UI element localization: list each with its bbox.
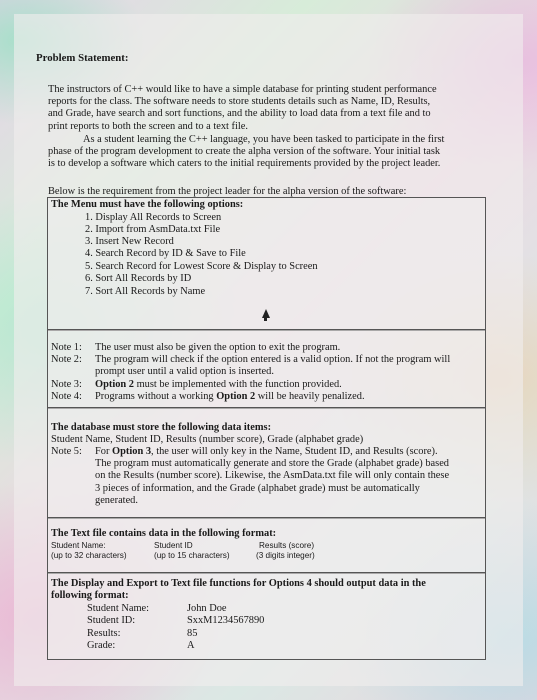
intro2-line-3: is to develop a software which caters to the initial requirements provided by the project leader. xyxy=(48,158,441,169)
intro-line-2: reports for the class. The software needs to store students details such as Name, ID, Results, xyxy=(48,96,431,107)
display-value-results: 85 xyxy=(187,628,198,639)
database-items: Student Name, Student ID, Results (number score), Grade (alphabet grade) xyxy=(51,434,364,445)
menu-item-6: 6. Sort All Records by ID xyxy=(85,273,192,284)
mouse-cursor-tail xyxy=(264,316,267,321)
textfile-col-name-sub: (up to 32 characters) xyxy=(51,551,127,560)
display-label-name: Student Name: xyxy=(87,603,150,614)
textfile-col-results: Results (score) xyxy=(259,541,315,550)
note5-line-4: 3 pieces of information, and the Grade (alphabet grade) must be automatically xyxy=(95,483,420,494)
display-value-id: SxxM1234567890 xyxy=(187,615,265,626)
intro2-line-2: phase of the program development to create the alpha version of the software. Your initial task xyxy=(48,146,441,157)
database-title: The database must store the following data items: xyxy=(51,422,272,433)
note3-rest: must be implemented with the function provided. xyxy=(133,379,342,390)
note2-line-1: The program will check if the option entered is a valid option. If not the program will xyxy=(95,354,451,365)
intro-line-4: print reports to both the screen and to a text file. xyxy=(48,121,248,132)
requirement-intro: Below is the requirement from the project leader for the alpha version of the software: xyxy=(48,186,407,197)
menu-item-2: 2. Import from AsmData.txt File xyxy=(85,224,221,235)
note2-label: Note 2: xyxy=(51,354,82,365)
display-value-name: John Doe xyxy=(187,603,227,614)
menu-item-7: 7. Sort All Records by Name xyxy=(85,286,206,297)
note1-text: The user must also be given the option to exit the program. xyxy=(95,342,341,353)
display-title-line-1: The Display and Export to Text file functions for Options 4 should output data in the xyxy=(51,578,426,589)
intro-line-3: and Grade, have search and sort functions, and the ability to load data from a text file and to xyxy=(48,108,431,119)
note4-label: Note 4: xyxy=(51,391,82,402)
intro-line-1: The instructors of C++ would like to have a simple database for printing student performance xyxy=(48,84,437,95)
menu-item-4: 4. Search Record by ID & Save to File xyxy=(85,248,246,259)
note5-label: Note 5: xyxy=(51,446,82,457)
menu-item-1: 1. Display All Records to Screen xyxy=(85,212,222,223)
note5-first-line xyxy=(95,446,438,458)
note5-line-3: on the Results (number score). Likewise, the AsmData.txt file will only contain these xyxy=(95,470,450,481)
note5-line-5: generated. xyxy=(95,495,138,506)
textfile-col-name: Student Name: xyxy=(51,541,106,550)
textfile-col-id: Student ID xyxy=(154,541,193,550)
display-title-line-2: following format: xyxy=(51,590,129,601)
note4-post: will be heavily penalized. xyxy=(255,391,365,402)
menu-item-3: 3. Insert New Record xyxy=(85,236,174,247)
note4-pre: Programs without a working xyxy=(95,391,217,402)
textfile-col-results-sub: (3 digits integer) xyxy=(256,551,315,560)
note5-pre: For xyxy=(95,446,113,457)
note2-line-2: prompt user until a valid option is inserted. xyxy=(95,366,274,377)
textfile-title: The Text file contains data in the following format: xyxy=(51,528,277,539)
note5-line-2: The program must automatically generate and store the Grade (alphabet grade) based xyxy=(95,458,449,469)
menu-item-5: 5. Search Record for Lowest Score & Display to Screen xyxy=(85,261,318,272)
textfile-col-id-sub: (up to 15 characters) xyxy=(154,551,230,560)
note3-bold: Option 2 xyxy=(95,379,134,390)
display-label-id: Student ID: xyxy=(87,615,136,626)
problem-statement-heading: Problem Statement: xyxy=(36,52,129,64)
menu-title: The Menu must have the following options: xyxy=(51,199,244,210)
note5-rest: , the user will only key in the Name, Student ID, and Results (score). xyxy=(151,446,438,457)
display-label-grade: Grade: xyxy=(87,640,116,651)
note4-bold: Option 2 xyxy=(216,391,256,402)
note5-bold: Option 3 xyxy=(112,446,152,457)
intro2-line-1: As a student learning the C++ language, you have been tasked to participate in the first xyxy=(83,134,445,145)
display-label-results: Results: xyxy=(87,628,121,639)
note3-text xyxy=(95,379,342,391)
note3-label: Note 3: xyxy=(51,379,82,390)
note1-label: Note 1: xyxy=(51,342,82,353)
note4-text xyxy=(95,391,365,403)
display-value-grade: A xyxy=(187,640,195,651)
